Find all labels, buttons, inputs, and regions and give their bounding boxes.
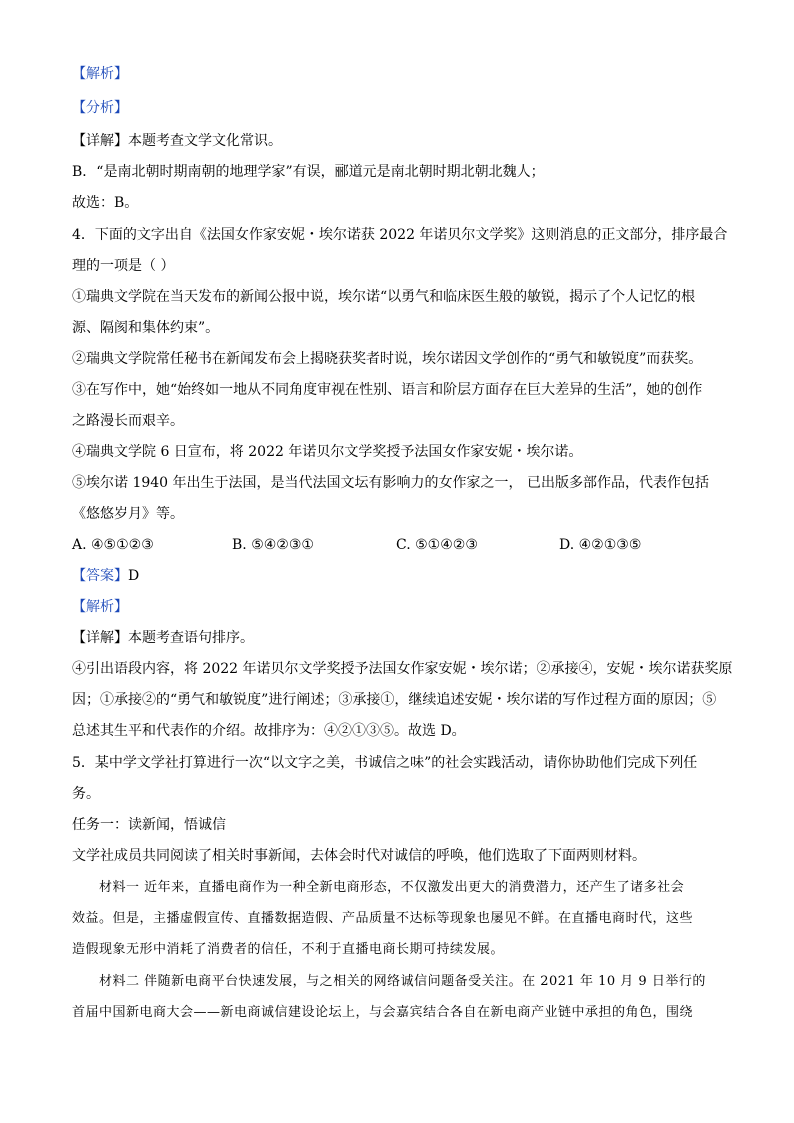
option-c: C. ⑤①④②③ — [396, 537, 478, 553]
sentence-5: 《悠悠岁月》等。 — [72, 506, 184, 522]
material-1: 材料一 近年来，直播电商作为一种全新电商形态，不仅激发出更大的消费潜力，还产生了诸多社会 — [99, 880, 685, 895]
answer-label: 【答案】 — [72, 568, 128, 584]
detail-line: 【详解】本题考查文学文化常识。 — [72, 133, 282, 149]
detail-line: 【详解】本题考查语句排序。 — [72, 630, 254, 646]
question-5-stem: 5．某中学文学社打算进行一次“以文字之美，书诚信之味”的社会实践活动，请你协助他们完成下列任 — [72, 755, 698, 771]
explanation-line: ④引出语段内容，将 2022 年诺贝尔文学奖授予法国女作家安妮・埃尔诺；②承接④，安妮・埃尔诺获奖原 — [72, 661, 733, 677]
explanation-line: 因；①承接②的“勇气和敏锐度”进行阐述；③承接①，继续追述安妮・埃尔诺的写作过程方面的原因；⑤ — [72, 692, 717, 708]
sentence-2: ②瑞典文学院常任秘书在新闻发布会上揭晓获奖者时说，埃尔诺因文学创作的“勇气和敏锐度”而获奖。 — [72, 351, 703, 367]
sentence-5: ⑤埃尔诺 1940 年出生于法国，是当代法国文坛有影响力的女作家之一， 已出版多部作品，代表作包括 — [72, 475, 709, 491]
sentence-1: ①瑞典文学院在当天发布的新闻公报中说，埃尔诺“以勇气和临床医生般的敏锐，揭示了个人记忆的根 — [72, 289, 696, 305]
text-line: 故选：B。 — [72, 195, 139, 211]
option-d: D. ④②①③⑤ — [559, 537, 642, 553]
intro-line: 文学社成员共同阅读了相关时事新闻，去体会时代对诚信的呼唤，他们选取了下面两则材料。 — [72, 848, 646, 864]
question-5-stem: 务。 — [72, 786, 100, 802]
sentence-4: ④瑞典文学院 6 日宣布，将 2022 年诺贝尔文学奖授予法国女作家安妮・埃尔诺。 — [72, 444, 583, 460]
task-heading: 任务一：读新闻，悟诚信 — [72, 817, 226, 833]
answer-line — [72, 566, 139, 586]
material-2: 首届中国新电商大会——新电商诚信建设论坛上，与会嘉宾结合各自在新电商产业链中承担的角色，围绕 — [72, 1005, 694, 1020]
material-2: 材料二 伴随新电商平台快速发展，与之相关的网络诚信问题备受关注。在 2021 年 10 月 9 日举行的 — [99, 974, 706, 989]
material-1: 造假现象无形中消耗了消费者的信任，不利于直播电商长期可持续发展。 — [72, 942, 505, 957]
answer-value: D — [128, 568, 140, 584]
question-4-stem: 理的一项是（ ） — [72, 258, 175, 274]
section-label-analysis: 【解析】 — [72, 599, 128, 615]
text-line: B．“是南北朝时期南朝的地理学家”有误，郦道元是南北朝时期北朝北魏人； — [72, 164, 545, 180]
sentence-3: 之路漫长而艰辛。 — [72, 413, 184, 429]
sentence-3: ③在写作中，她“始终如一地从不同角度审视在性别、语言和阶层方面存在巨大差异的生活”，她的创作 — [72, 382, 703, 398]
section-label-breakdown: 【分析】 — [72, 100, 128, 116]
section-label-analysis: 【解析】 — [72, 66, 128, 82]
material-1: 效益。但是，主播虚假宣传、直播数据造假、产品质量不达标等现象也屡见不鲜。在直播电商时代，这些 — [72, 911, 694, 926]
explanation-line: 总述其生平和代表作的介绍。故排序为：④②①③⑤。故选 D。 — [72, 723, 466, 739]
question-4-stem: 4．下面的文字出自《法国女作家安妮・埃尔诺获 2022 年诺贝尔文学奖》这则消息的正文部分，排序最合 — [72, 227, 728, 243]
option-b: B. ⑤④②③① — [232, 537, 314, 553]
option-a: A. ④⑤①②③ — [72, 537, 154, 553]
sentence-1: 源、隔阂和集体约束”。 — [72, 320, 220, 336]
